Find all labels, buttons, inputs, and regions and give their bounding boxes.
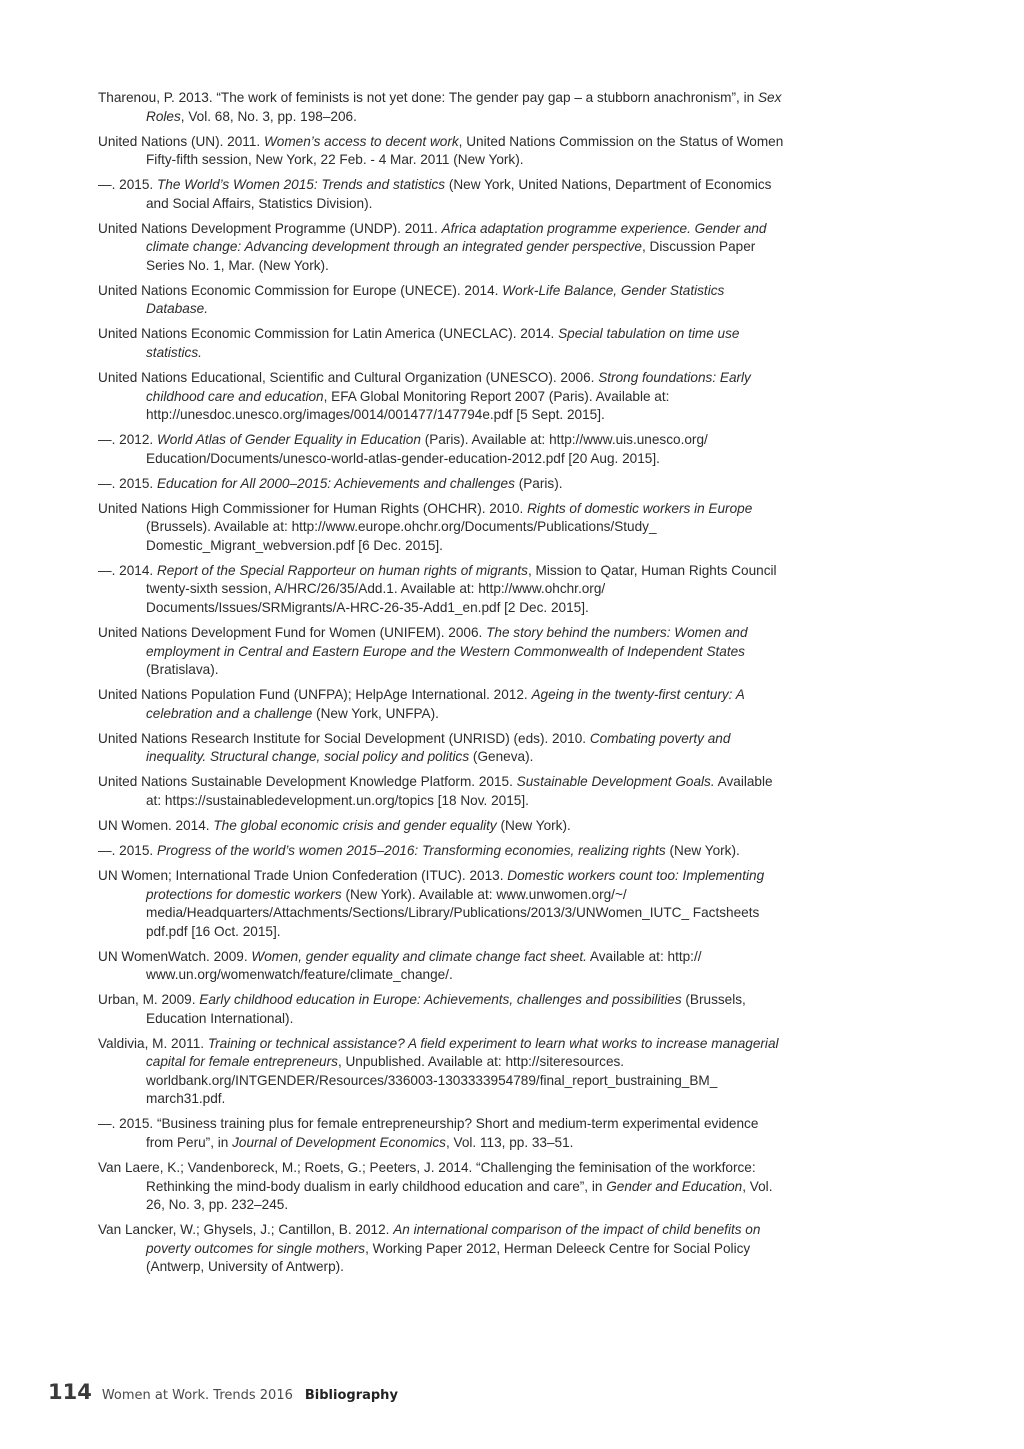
entry-text: United Nations Research Institute for Social Development (UNRISD) (eds). 2010. [98, 730, 590, 746]
entry-text: (Paris). [514, 475, 563, 491]
bibliography-entry [98, 89, 788, 126]
entry-title: Education for All 2000–2015: Achievements and challenges [156, 475, 515, 491]
entry-title: Sustainable Development Goals. [516, 774, 715, 790]
entry-title: Progress of the world’s women 2015–2016: Transforming economies, realizing rights [156, 843, 666, 858]
entry-text: United Nations High Commissioner for Human Rights (OHCHR). 2010. [98, 500, 528, 516]
entry-text: Available at: http:// www.un.org/womenwatch/feature/climate_change/. [146, 948, 702, 983]
bibliography-entry [98, 817, 788, 836]
bibliography-list [98, 89, 788, 1283]
entry-text: Van Lancker, W.; Ghysels, J.; Cantillon, B. 2012. [98, 1222, 394, 1238]
bibliography-entry [98, 948, 788, 985]
entry-title: An international comparison of the impact of child benefits on poverty outcomes for single mothers [146, 1222, 761, 1256]
entry-text: Van Laere, K.; Vandenboreck, M.; Roets, G.; Peeters, J. 2014. “Challenging the feminisation of the workforce: Rethinking the mind-body dualism in early childhood education and care”, in [98, 1160, 756, 1194]
entry-text: —. 2015. [98, 475, 157, 491]
entry-title: Special tabulation on time use statistics. [146, 326, 740, 360]
page-number: 114 [48, 1380, 92, 1404]
entry-text: , Vol. 68, No. 3, pp. 198–206. [180, 108, 357, 124]
entry-title: The global economic crisis and gender equality [213, 817, 497, 833]
entry-text: Available at: https://sustainabledevelopment.un.org/topics [18 Nov. 2015]. [146, 774, 773, 808]
bibliography-entry [98, 133, 788, 170]
entry-text: (New York). [496, 817, 571, 833]
entry-text: , Vol. 26, No. 3, pp. 232–245. [146, 1178, 773, 1213]
bibliography-entry [98, 867, 788, 941]
bibliography-entry [98, 369, 788, 425]
entry-text: (New York, United Nations, Department of Economics and Social Affairs, Statistics Division). [146, 177, 772, 211]
entry-text: (Brussels). Available at: http://www.europe.ohchr.org/Documents/Publications/Study_ Domestic_Migrant_webversion.pdf [6 Dec. 2015]. [146, 519, 657, 553]
bibliography-entry [98, 562, 788, 618]
entry-text: (Paris). Available at: http://www.uis.unesco.org/ Education/Documents/unesco-world-atlas-gender-education-2012.pdf [20 Aug. 2015]. [146, 432, 708, 466]
entry-text: —. 2014. [98, 562, 157, 578]
entry-title: Rights of domestic workers in Europe [527, 500, 753, 516]
bibliography-entry [98, 1035, 788, 1109]
entry-title: Gender and Education [606, 1178, 743, 1194]
entry-title: Training or technical assistance? A field experiment to learn what works to increase managerial capital for female entrepreneurs [146, 1035, 779, 1070]
entry-title: The story behind the numbers: Women and employment in Central and Eastern Europe and the Western Commonwealth of Independent States [146, 625, 748, 659]
entry-title: Africa adaptation programme experience. Gender and climate change: Advancing development through an integrated gender perspective [146, 220, 767, 255]
entry-text: (New York). [665, 843, 740, 858]
entry-text: —. 2015. [98, 177, 157, 193]
bibliography-entry [98, 325, 788, 362]
entry-text: Tharenou, P. 2013. “The work of feminists is not yet done: The gender pay gap – a stubborn anachronism”, in [98, 90, 758, 105]
entry-text: United Nations Population Fund (UNFPA); HelpAge International. 2012. [98, 687, 532, 703]
entry-title: Report of the Special Rapporteur on human rights of migrants [156, 562, 528, 578]
entry-title: Work-Life Balance, Gender Statistics Database. [146, 282, 725, 317]
entry-text: (Bratislava). [146, 662, 219, 678]
bibliography-entry [98, 176, 788, 213]
entry-text: —. 2015. “Business training plus for female entrepreneurship? Short and medium-term experimental evidence from Peru”, in [98, 1116, 759, 1150]
entry-text: United Nations Economic Commission for Europe (UNECE). 2014. [98, 282, 503, 298]
bibliography-entry [98, 500, 788, 556]
entry-text: , Working Paper 2012, Herman Deleeck Centre for Social Policy (Antwerp, University of Antwerp). [146, 1240, 751, 1275]
bibliography-entry [98, 773, 788, 810]
entry-text: , Mission to Qatar, Human Rights Council twenty-sixth session, A/HRC/26/35/Add.1. Available at: http://www.ohchr.org/ Documents/Issues/SRMigrants/A-HRC-26-35-Add1_en.pdf [2 Dec. 2015]. [146, 562, 777, 615]
entry-text: (Geneva). [469, 749, 534, 765]
entry-title: Journal of Development Economics [232, 1134, 446, 1150]
page-footer [48, 1380, 398, 1410]
bibliography-entry [98, 282, 788, 319]
entry-title: The World’s Women 2015: Trends and statistics [156, 177, 446, 193]
entry-text: , Vol. 113, pp. 33–51. [445, 1134, 574, 1150]
entry-title: World Atlas of Gender Equality in Education [156, 432, 421, 448]
bibliography-entry [98, 1159, 788, 1215]
entry-title: Domestic workers count too: Implementing protections for domestic workers [146, 868, 765, 902]
entry-text: Urban, M. 2009. [98, 992, 200, 1008]
entry-text: United Nations Economic Commission for Latin America (UNECLAC). 2014. [98, 326, 559, 342]
entry-title: Combating poverty and inequality. Structural change, social policy and politics [146, 730, 731, 765]
entry-text: —. 2012. [98, 432, 157, 448]
bibliography-entry [98, 475, 788, 494]
entry-text: UN Women. 2014. [98, 817, 214, 833]
entry-text: United Nations (UN). 2011. [98, 133, 264, 149]
entry-text: , Discussion Paper Series No. 1, Mar. (New York). [146, 239, 756, 273]
bibliography-entry [98, 730, 788, 767]
entry-title: Ageing in the twenty-first century: A celebration and a challenge [146, 687, 745, 721]
entry-text: United Nations Sustainable Development Knowledge Platform. 2015. [98, 774, 517, 790]
bibliography-entry [98, 1115, 788, 1152]
bibliography-entry [98, 1221, 788, 1277]
bibliography-entry [98, 991, 788, 1028]
bibliography-entry [98, 686, 788, 723]
entry-title: Sex Roles [146, 90, 782, 124]
entry-text: United Nations Development Fund for Women (UNIFEM). 2006. [98, 625, 487, 641]
bibliography-entry [98, 220, 788, 276]
entry-title: Women, gender equality and climate change fact sheet. [251, 948, 587, 964]
entry-text: United Nations Development Programme (UNDP). 2011. [98, 220, 442, 236]
entry-text: , Unpublished. Available at: http://siteresources. worldbank.org/INTGENDER/Resources/336003-1303333954789/final_report_bustraining_BM_ march31.pdf. [146, 1054, 718, 1107]
entry-text: —. 2015. [98, 843, 157, 858]
entry-text: , United Nations Commission on the Status of Women Fifty-fifth session, New York, 22 Feb. - 4 Mar. 2011 (New York). [146, 133, 784, 168]
section-name: Bibliography [304, 1388, 398, 1403]
entry-text: (New York). Available at: www.unwomen.org/~/ media/Headquarters/Attachments/Sections/Library/Publications/2013/3/UNWomen_IUTC_ Factsheets pdf.pdf [16 Oct. 2015]. [146, 886, 760, 939]
entry-title: Women’s access to decent work [263, 133, 459, 149]
entry-text: UN WomenWatch. 2009. [98, 948, 252, 964]
entry-text: United Nations Educational, Scientific and Cultural Organization (UNESCO). 2006. [98, 370, 599, 386]
entry-text: (Brussels, Education International). [146, 992, 746, 1026]
entry-text: UN Women; International Trade Union Confederation (ITUC). 2013. [98, 868, 508, 884]
publication-title: Women at Work. Trends 2016 [101, 1388, 293, 1403]
entry-text: Valdivia, M. 2011. [98, 1035, 208, 1051]
bibliography-entry [98, 624, 788, 680]
entry-text: , EFA Global Monitoring Report 2007 (Paris). Available at: http://unesdoc.unesco.org/images/0014/001477/147794e.pdf [5 Sept. 2015]. [146, 388, 670, 423]
entry-text: (New York, UNFPA). [312, 705, 439, 721]
bibliography-entry [98, 431, 788, 468]
bibliography-entry [98, 842, 788, 861]
entry-title: Early childhood education in Europe: Achievements, challenges and possibilities [199, 992, 682, 1008]
entry-title: Strong foundations: Early childhood care and education [146, 370, 751, 404]
